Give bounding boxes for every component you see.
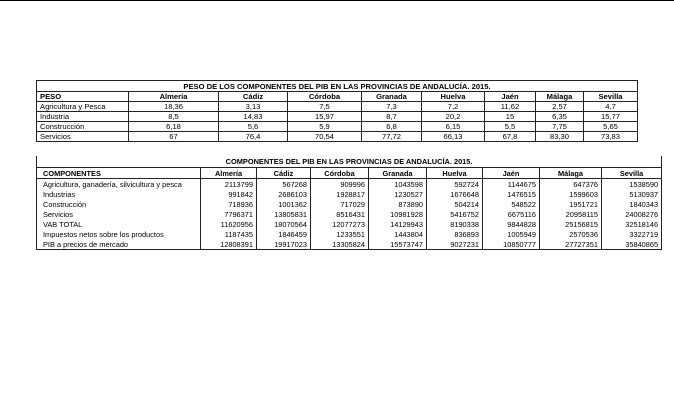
table-cell: 76,4 [219, 132, 288, 142]
table-cell: 25156815 [540, 219, 602, 229]
column-header: Málaga [536, 92, 584, 102]
table-cell: 13305824 [311, 239, 369, 250]
table-row [37, 219, 662, 229]
table-cell: 20958115 [540, 209, 602, 219]
table-cell: 6675116 [483, 209, 540, 219]
row-label: Construcción [37, 122, 129, 132]
table-cell: 1144675 [483, 179, 540, 190]
table-cell: 567268 [257, 179, 311, 190]
table-cell: 77,72 [362, 132, 422, 142]
table-cell: 12077273 [311, 219, 369, 229]
column-header: Granada [369, 168, 427, 179]
table-cell: 6,35 [536, 112, 584, 122]
table-cell: 5416752 [427, 209, 483, 219]
table-row [37, 179, 662, 190]
table-row [37, 132, 638, 142]
row-label: Industria [37, 112, 129, 122]
table-cell: 647376 [540, 179, 602, 190]
table-cell: 5,9 [288, 122, 362, 132]
row-label: Servicios [37, 132, 129, 142]
table-cell: 8,7 [362, 112, 422, 122]
table-cell: 7796371 [201, 209, 257, 219]
table-cell: 20,2 [422, 112, 485, 122]
table-cell: 9844828 [483, 219, 540, 229]
table-cell: 9027231 [427, 239, 483, 250]
table-cell: 717029 [311, 199, 369, 209]
table-cell: 2570536 [540, 229, 602, 239]
table-cell: 1443804 [369, 229, 427, 239]
table-cell: 1230527 [369, 189, 427, 199]
table-cell: 548522 [483, 199, 540, 209]
table-cell: 1840343 [602, 199, 662, 209]
column-header: Huelva [422, 92, 485, 102]
row-label: Impuestos netos sobre los productos [37, 229, 201, 239]
row-label: Servicios [37, 209, 201, 219]
table-cell: 15,77 [584, 112, 638, 122]
row-label: VAB TOTAL [37, 219, 201, 229]
table-cell: 6,8 [362, 122, 422, 132]
table-cell: 66,13 [422, 132, 485, 142]
row-label: PIB a precios de mercado [37, 239, 201, 250]
table-cell: 1599603 [540, 189, 602, 199]
table-cell: 18,36 [129, 102, 219, 112]
table-cell: 32518146 [602, 219, 662, 229]
table-cell: 83,30 [536, 132, 584, 142]
row-label: Construcción [37, 199, 201, 209]
table-row [37, 189, 662, 199]
table-cell: 1476515 [483, 189, 540, 199]
table-cell: 11,62 [485, 102, 536, 112]
table-cell: 6,18 [129, 122, 219, 132]
table-cell: 1001362 [257, 199, 311, 209]
column-header: Granada [362, 92, 422, 102]
column-header: Córdoba [288, 92, 362, 102]
table-title: COMPONENTES DEL PIB EN LAS PROVINCIAS DE ANDALUCÍA. 2015. [37, 156, 662, 168]
table-cell: 19917023 [257, 239, 311, 250]
table-cell: 873890 [369, 199, 427, 209]
table-cell: 7,3 [362, 102, 422, 112]
column-header: COMPONENTES [37, 168, 201, 179]
row-label: Agricultura y Pesca [37, 102, 129, 112]
header-row [37, 168, 662, 179]
table-cell: 7,75 [536, 122, 584, 132]
table-cell: 1538590 [602, 179, 662, 190]
row-label: Agricultura, ganadería, silvicultura y pesca [37, 179, 201, 190]
column-header: Málaga [540, 168, 602, 179]
table-cell: 592724 [427, 179, 483, 190]
table-cell: 15573747 [369, 239, 427, 250]
table-cell: 2,57 [536, 102, 584, 112]
table-cell: 8190338 [427, 219, 483, 229]
table-cell: 1043598 [369, 179, 427, 190]
column-header: Almería [129, 92, 219, 102]
table-cell: 14129943 [369, 219, 427, 229]
peso-componentes-table [36, 80, 638, 142]
table-cell: 27727351 [540, 239, 602, 250]
table-cell: 2113799 [201, 179, 257, 190]
table-cell: 3322719 [602, 229, 662, 239]
column-header: Jaén [485, 92, 536, 102]
column-header: Sevilla [602, 168, 662, 179]
table-cell: 11620956 [201, 219, 257, 229]
table-cell: 5,5 [485, 122, 536, 132]
header-row [37, 92, 638, 102]
table-cell: 991842 [201, 189, 257, 199]
table-cell: 13805831 [257, 209, 311, 219]
column-header: Cádiz [219, 92, 288, 102]
table-cell: 1233551 [311, 229, 369, 239]
table-cell: 70,54 [288, 132, 362, 142]
table-title: PESO DE LOS COMPONENTES DEL PIB EN LAS PROVINCIAS DE ANDALUCÍA. 2015. [37, 81, 638, 92]
table-row [37, 112, 638, 122]
column-header: Córdoba [311, 168, 369, 179]
table-cell: 15,97 [288, 112, 362, 122]
table-cell: 504214 [427, 199, 483, 209]
table-cell: 836893 [427, 229, 483, 239]
table-cell: 909996 [311, 179, 369, 190]
table-cell: 1005949 [483, 229, 540, 239]
table-cell: 718936 [201, 199, 257, 209]
table-cell: 1676648 [427, 189, 483, 199]
table-cell: 10981928 [369, 209, 427, 219]
table-cell: 18070564 [257, 219, 311, 229]
row-label: Industrias [37, 189, 201, 199]
column-header: Almería [201, 168, 257, 179]
top-border-line [0, 0, 674, 1]
table-cell: 7,5 [288, 102, 362, 112]
table-row [37, 239, 662, 250]
table-cell: 5,6 [219, 122, 288, 132]
table-cell: 15 [485, 112, 536, 122]
table-cell: 73,83 [584, 132, 638, 142]
column-header: Huelva [427, 168, 483, 179]
column-header: PESO [37, 92, 129, 102]
table-cell: 8,5 [129, 112, 219, 122]
table-cell: 12808391 [201, 239, 257, 250]
table-cell: 8516431 [311, 209, 369, 219]
table-cell: 35840865 [602, 239, 662, 250]
column-header: Cádiz [257, 168, 311, 179]
table-cell: 2686103 [257, 189, 311, 199]
table-row [37, 229, 662, 239]
table-cell: 1928817 [311, 189, 369, 199]
table-cell: 4,7 [584, 102, 638, 112]
table-cell: 10850777 [483, 239, 540, 250]
table-cell: 14,83 [219, 112, 288, 122]
table-cell: 5130937 [602, 189, 662, 199]
table-cell: 1951721 [540, 199, 602, 209]
table-cell: 7,2 [422, 102, 485, 112]
table-row [37, 209, 662, 219]
table-cell: 1846459 [257, 229, 311, 239]
column-header: Jaén [483, 168, 540, 179]
table-row [37, 122, 638, 132]
table-row [37, 102, 638, 112]
table-row [37, 199, 662, 209]
column-header: Sevilla [584, 92, 638, 102]
componentes-pib-table [36, 156, 662, 250]
table-cell: 67 [129, 132, 219, 142]
table-cell: 67,8 [485, 132, 536, 142]
table-cell: 1187435 [201, 229, 257, 239]
table-cell: 24008276 [602, 209, 662, 219]
table-cell: 5,65 [584, 122, 638, 132]
table-cell: 6,15 [422, 122, 485, 132]
table-cell: 3,13 [219, 102, 288, 112]
